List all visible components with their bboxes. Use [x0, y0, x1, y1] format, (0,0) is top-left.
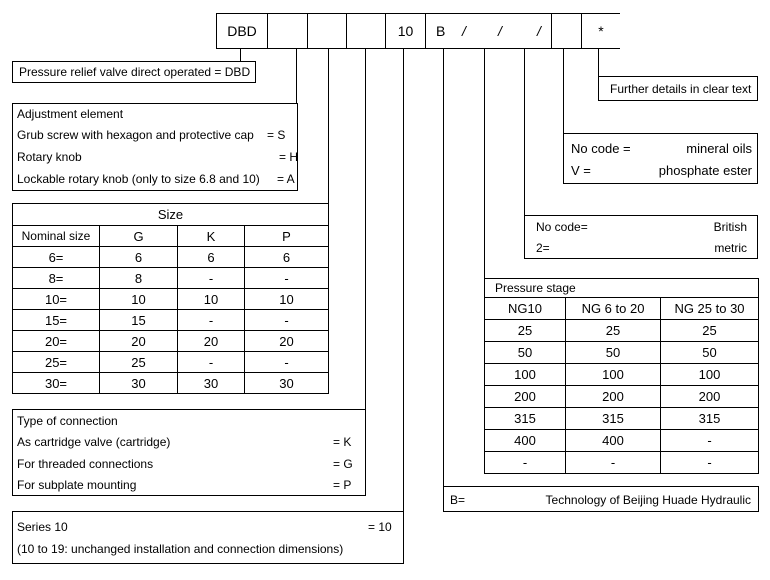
connection-label: As cartridge valve (cartridge) — [17, 435, 171, 449]
code-cell-series-b: B — [425, 13, 460, 49]
connection-code: = G — [333, 457, 353, 471]
size-cell: 10 — [178, 289, 245, 310]
size-table-title: Size — [13, 204, 329, 226]
size-row — [13, 268, 329, 289]
pressure-cell: - — [661, 430, 759, 452]
size-cell: 25 — [100, 352, 178, 373]
size-cell: - — [245, 268, 329, 289]
connector-line — [524, 49, 525, 215]
size-row-label: 20= — [13, 331, 100, 352]
size-header: P — [245, 226, 329, 247]
connection-label: For subplate mounting — [17, 478, 137, 492]
pressure-cell: 25 — [485, 320, 566, 342]
pressure-cell: 200 — [485, 386, 566, 408]
thread-label: No code= — [536, 220, 588, 234]
size-row-label: 25= — [13, 352, 100, 373]
further-details-box — [598, 76, 758, 101]
code-cell-type: DBD — [216, 13, 268, 49]
pressure-cell: - — [566, 452, 661, 474]
code-cell-blank — [551, 13, 582, 49]
fluid-label: No code = — [571, 141, 631, 156]
thread-value: metric — [714, 241, 747, 255]
connection-code: = P — [333, 478, 352, 492]
fluid-value: phosphate ester — [658, 163, 752, 178]
pressure-row — [485, 320, 759, 342]
pressure-cell: 315 — [485, 408, 566, 430]
code-cell-fluid — [530, 13, 552, 49]
size-row — [13, 352, 329, 373]
size-header: Nominal size — [13, 226, 100, 247]
series-code: = 10 — [368, 520, 392, 534]
size-cell: 30 — [245, 373, 329, 394]
pressure-cell: - — [661, 452, 759, 474]
size-cell: - — [178, 310, 245, 331]
pressure-header: NG10 — [485, 298, 566, 320]
code-cell-size — [307, 13, 347, 49]
pressure-header: NG 25 to 30 — [661, 298, 759, 320]
pressure-cell: 50 — [661, 342, 759, 364]
pressure-cell: 315 — [566, 408, 661, 430]
size-row-label: 10= — [13, 289, 100, 310]
size-cell: 20 — [178, 331, 245, 352]
fluid-label: V = — [571, 163, 591, 178]
slash-mark: / — [462, 23, 466, 39]
size-cell: - — [245, 352, 329, 373]
pressure-cell: 25 — [661, 320, 759, 342]
connection-label: For threaded connections — [17, 457, 154, 471]
series-b-label: B= — [450, 493, 466, 507]
code-cell-series: 10 — [385, 13, 426, 49]
connector-line — [443, 49, 444, 486]
pressure-row — [485, 386, 759, 408]
size-row — [13, 310, 329, 331]
code-cell-further: * — [581, 13, 620, 49]
pressure-table-body — [485, 320, 759, 474]
thread-box — [524, 215, 758, 259]
pressure-cell: 100 — [661, 364, 759, 386]
connector-line — [598, 49, 599, 76]
pressure-cell: 50 — [485, 342, 566, 364]
pressure-cell: - — [485, 452, 566, 474]
connection-box — [12, 409, 366, 496]
pressure-cell: 400 — [485, 430, 566, 452]
size-cell: - — [178, 352, 245, 373]
type-text: Pressure relief valve direct operated = DBD — [19, 65, 251, 79]
size-row — [13, 331, 329, 352]
pressure-cell: 100 — [566, 364, 661, 386]
size-cell: 15 — [100, 310, 178, 331]
code-cell-adjustment — [267, 13, 308, 49]
connector-line — [240, 49, 241, 61]
size-row-label: 15= — [13, 310, 100, 331]
pressure-cell: 25 — [566, 320, 661, 342]
adjustment-box — [12, 103, 298, 191]
slash-mark: / — [498, 23, 502, 39]
size-cell: - — [178, 268, 245, 289]
size-table — [12, 203, 329, 394]
adjustment-label: Lockable rotary knob (only to size 6.8 and 10) — [17, 172, 260, 186]
connector-line — [365, 49, 366, 409]
pressure-cell: 100 — [485, 364, 566, 386]
size-row — [13, 373, 329, 394]
pressure-row — [485, 452, 759, 474]
adjustment-code: = S — [267, 128, 286, 142]
pressure-cell: 50 — [566, 342, 661, 364]
connector-line — [328, 49, 329, 203]
size-row-label: 30= — [13, 373, 100, 394]
size-cell: 20 — [100, 331, 178, 352]
size-cell: 6 — [178, 247, 245, 268]
pressure-cell: 200 — [661, 386, 759, 408]
pressure-header: NG 6 to 20 — [566, 298, 661, 320]
connection-title: Type of connection — [17, 414, 118, 428]
size-cell: 30 — [100, 373, 178, 394]
size-cell: 20 — [245, 331, 329, 352]
size-cell: 30 — [178, 373, 245, 394]
size-table-body — [13, 247, 329, 394]
size-header: G — [100, 226, 178, 247]
adjustment-title: Adjustment element — [17, 107, 124, 121]
pressure-row — [485, 364, 759, 386]
fluid-value: mineral oils — [686, 141, 752, 156]
fluid-box — [563, 133, 758, 184]
thread-value: British — [713, 220, 747, 234]
adjustment-code: = H — [279, 150, 299, 164]
size-row — [13, 289, 329, 310]
size-cell: 8 — [100, 268, 178, 289]
pressure-title: Pressure stage — [485, 279, 759, 298]
connection-code: = K — [333, 435, 352, 449]
size-cell: 10 — [100, 289, 178, 310]
series-label: Series 10 — [17, 520, 68, 534]
code-cell-thread — [494, 13, 531, 49]
connector-line — [484, 49, 485, 279]
series-note: (10 to 19: unchanged installation and connection dimensions) — [17, 542, 344, 556]
size-cell: 10 — [245, 289, 329, 310]
adjustment-label: Rotary knob — [17, 150, 82, 164]
further-details-text: Further details in clear text — [610, 82, 752, 96]
size-cell: 6 — [100, 247, 178, 268]
pressure-cell: 400 — [566, 430, 661, 452]
code-cell-connection — [346, 13, 386, 49]
connector-line — [296, 49, 297, 104]
pressure-row — [485, 430, 759, 452]
pressure-table — [484, 278, 759, 474]
pressure-row — [485, 342, 759, 364]
type-box — [12, 61, 256, 83]
size-header: K — [178, 226, 245, 247]
adjustment-code: = A — [277, 172, 295, 186]
size-cell: - — [245, 310, 329, 331]
size-row — [13, 247, 329, 268]
connector-line — [563, 49, 564, 133]
connector-line — [403, 49, 404, 511]
code-cell-pressure — [459, 13, 495, 49]
series-b-box — [443, 486, 759, 512]
adjustment-label: Grub screw with hexagon and protective cap — [17, 128, 254, 142]
size-cell: 6 — [245, 247, 329, 268]
pressure-row — [485, 408, 759, 430]
size-row-label: 8= — [13, 268, 100, 289]
pressure-cell: 315 — [661, 408, 759, 430]
pressure-cell: 200 — [566, 386, 661, 408]
series-b-value: Technology of Beijing Huade Hydraulic — [545, 493, 751, 507]
series-box — [12, 511, 404, 564]
thread-label: 2= — [536, 241, 550, 255]
size-row-label: 6= — [13, 247, 100, 268]
slash-mark: / — [537, 23, 541, 39]
